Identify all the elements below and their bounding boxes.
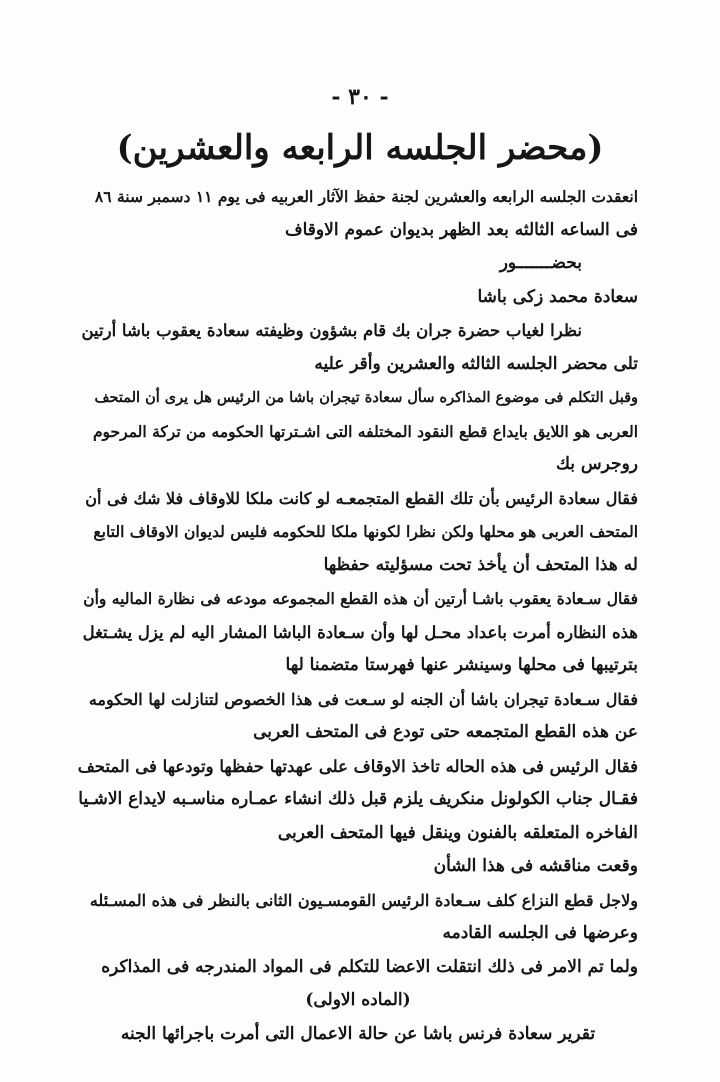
paragraph-line: وقعت مناقشه فى هذا الشأن <box>433 856 638 876</box>
paragraph-line: وقبل التكلم فى موضوع المذاكره سأل سعادة تيجران باشا من الرئيس هل يرى أن المتحف <box>94 389 638 406</box>
paragraph-line: انعقدت الجلسه الرابعه والعشرين لجنة حفظ الآثار العربيه فى يوم ١١ دسمبر سنة ٨٦ <box>94 187 638 206</box>
paragraph-line: العربى هو اللايق بايداع قطع النقود المختلفه التى اشـترتها الحكومه من تركة المرحوم <box>92 421 638 441</box>
paragraph-line: بترتيبها فى محلها وسينشر عنها فهرستا متضمنا لها <box>285 655 638 675</box>
paragraph-line: فقال سـعادة يعقوب باشـا أرتين أن هذه القطع المجموعه مودعه فى نظارة الماليه وأن <box>83 589 638 608</box>
paragraph-line: فى الساعه الثالثه بعد الظهر بديوان عموم الاوقاف <box>285 219 638 240</box>
paragraph-line: هذه النظاره أمرت باعداد محـل لها وأن سـعادة الباشا المشار اليه لم يزل يشـتغل <box>82 622 638 642</box>
paragraph-line: فقال الرئيس فى هذه الحاله تاخذ الاوقاف على عهدتها حفظها وتودعها فى المتحف <box>78 756 638 776</box>
section-line: تقرير سعادة فرنس باشا عن حالة الاعمال التى أمرت باجرائها الجنه <box>120 1023 596 1044</box>
paragraph-line: عن هذه القطع المتجمعه حتى تودع فى المتحف العربى <box>253 722 638 742</box>
section-heading: (الماده الاولى) <box>305 990 411 1010</box>
paragraph-line: فقال سـعادة تيجران باشا أن الجنه لو سـعت فى هذا الخصوص لتنازلت لها الحكومه <box>88 689 638 709</box>
paragraph-line: الفاخره المتعلقه بالفنون وينقل فيها المتحف العربى <box>277 822 638 843</box>
paragraph-line: له هذا المتحف أن يأخذ تحت مسؤليته حفظها <box>323 554 638 575</box>
document-title: (محضر الجلسه الرابعه والعشرين) <box>116 128 604 168</box>
page-number: - ٣٠ - <box>331 84 389 110</box>
paragraph-line: نظرا لغياب حضرة جران بك قام بشؤون وظيفته سعادة يعقوب باشا أرتين <box>81 321 582 340</box>
paragraph-line: تلى محضر الجلسه الثالثه والعشرين وأقر عليه <box>314 353 638 374</box>
body-text <box>78 180 638 1051</box>
attendance-heading: بحضـــــــور <box>499 253 582 273</box>
attendee-line: سعادة محمد زكى باشا <box>477 286 638 307</box>
paragraph-line: ولاجل قطع النزاع كلف سـعادة الرئيس القومسـيون الثانى بالنظر فى هذه المسـئله <box>89 890 638 910</box>
paragraph-line: المتحف العربى هو محلها ولكن نظرا لكونها ملكا للحكومه فليس لديوان الاوقاف التابع <box>93 522 638 541</box>
paragraph-line: فقال سعادة الرئيس بأن تلك القطع المتجمعـه لو كانت ملكا للاوقاف فلا شك فى أن <box>85 488 638 508</box>
paragraph-line: فقـال جناب الكولونل منكريف يلزم قبل ذلك انشاء عمـاره مناسـبه لايداع الاشـيا <box>78 789 638 809</box>
paragraph-line: ولما تم الامر فى ذلك انتقلت الاعضا للتكلم فى المواد المندرجه فى المذاكره <box>101 956 638 977</box>
paragraph-line: وعرضها فى الجلسه القادمه <box>442 923 638 943</box>
paragraph-line: روجرس بك <box>555 454 638 474</box>
